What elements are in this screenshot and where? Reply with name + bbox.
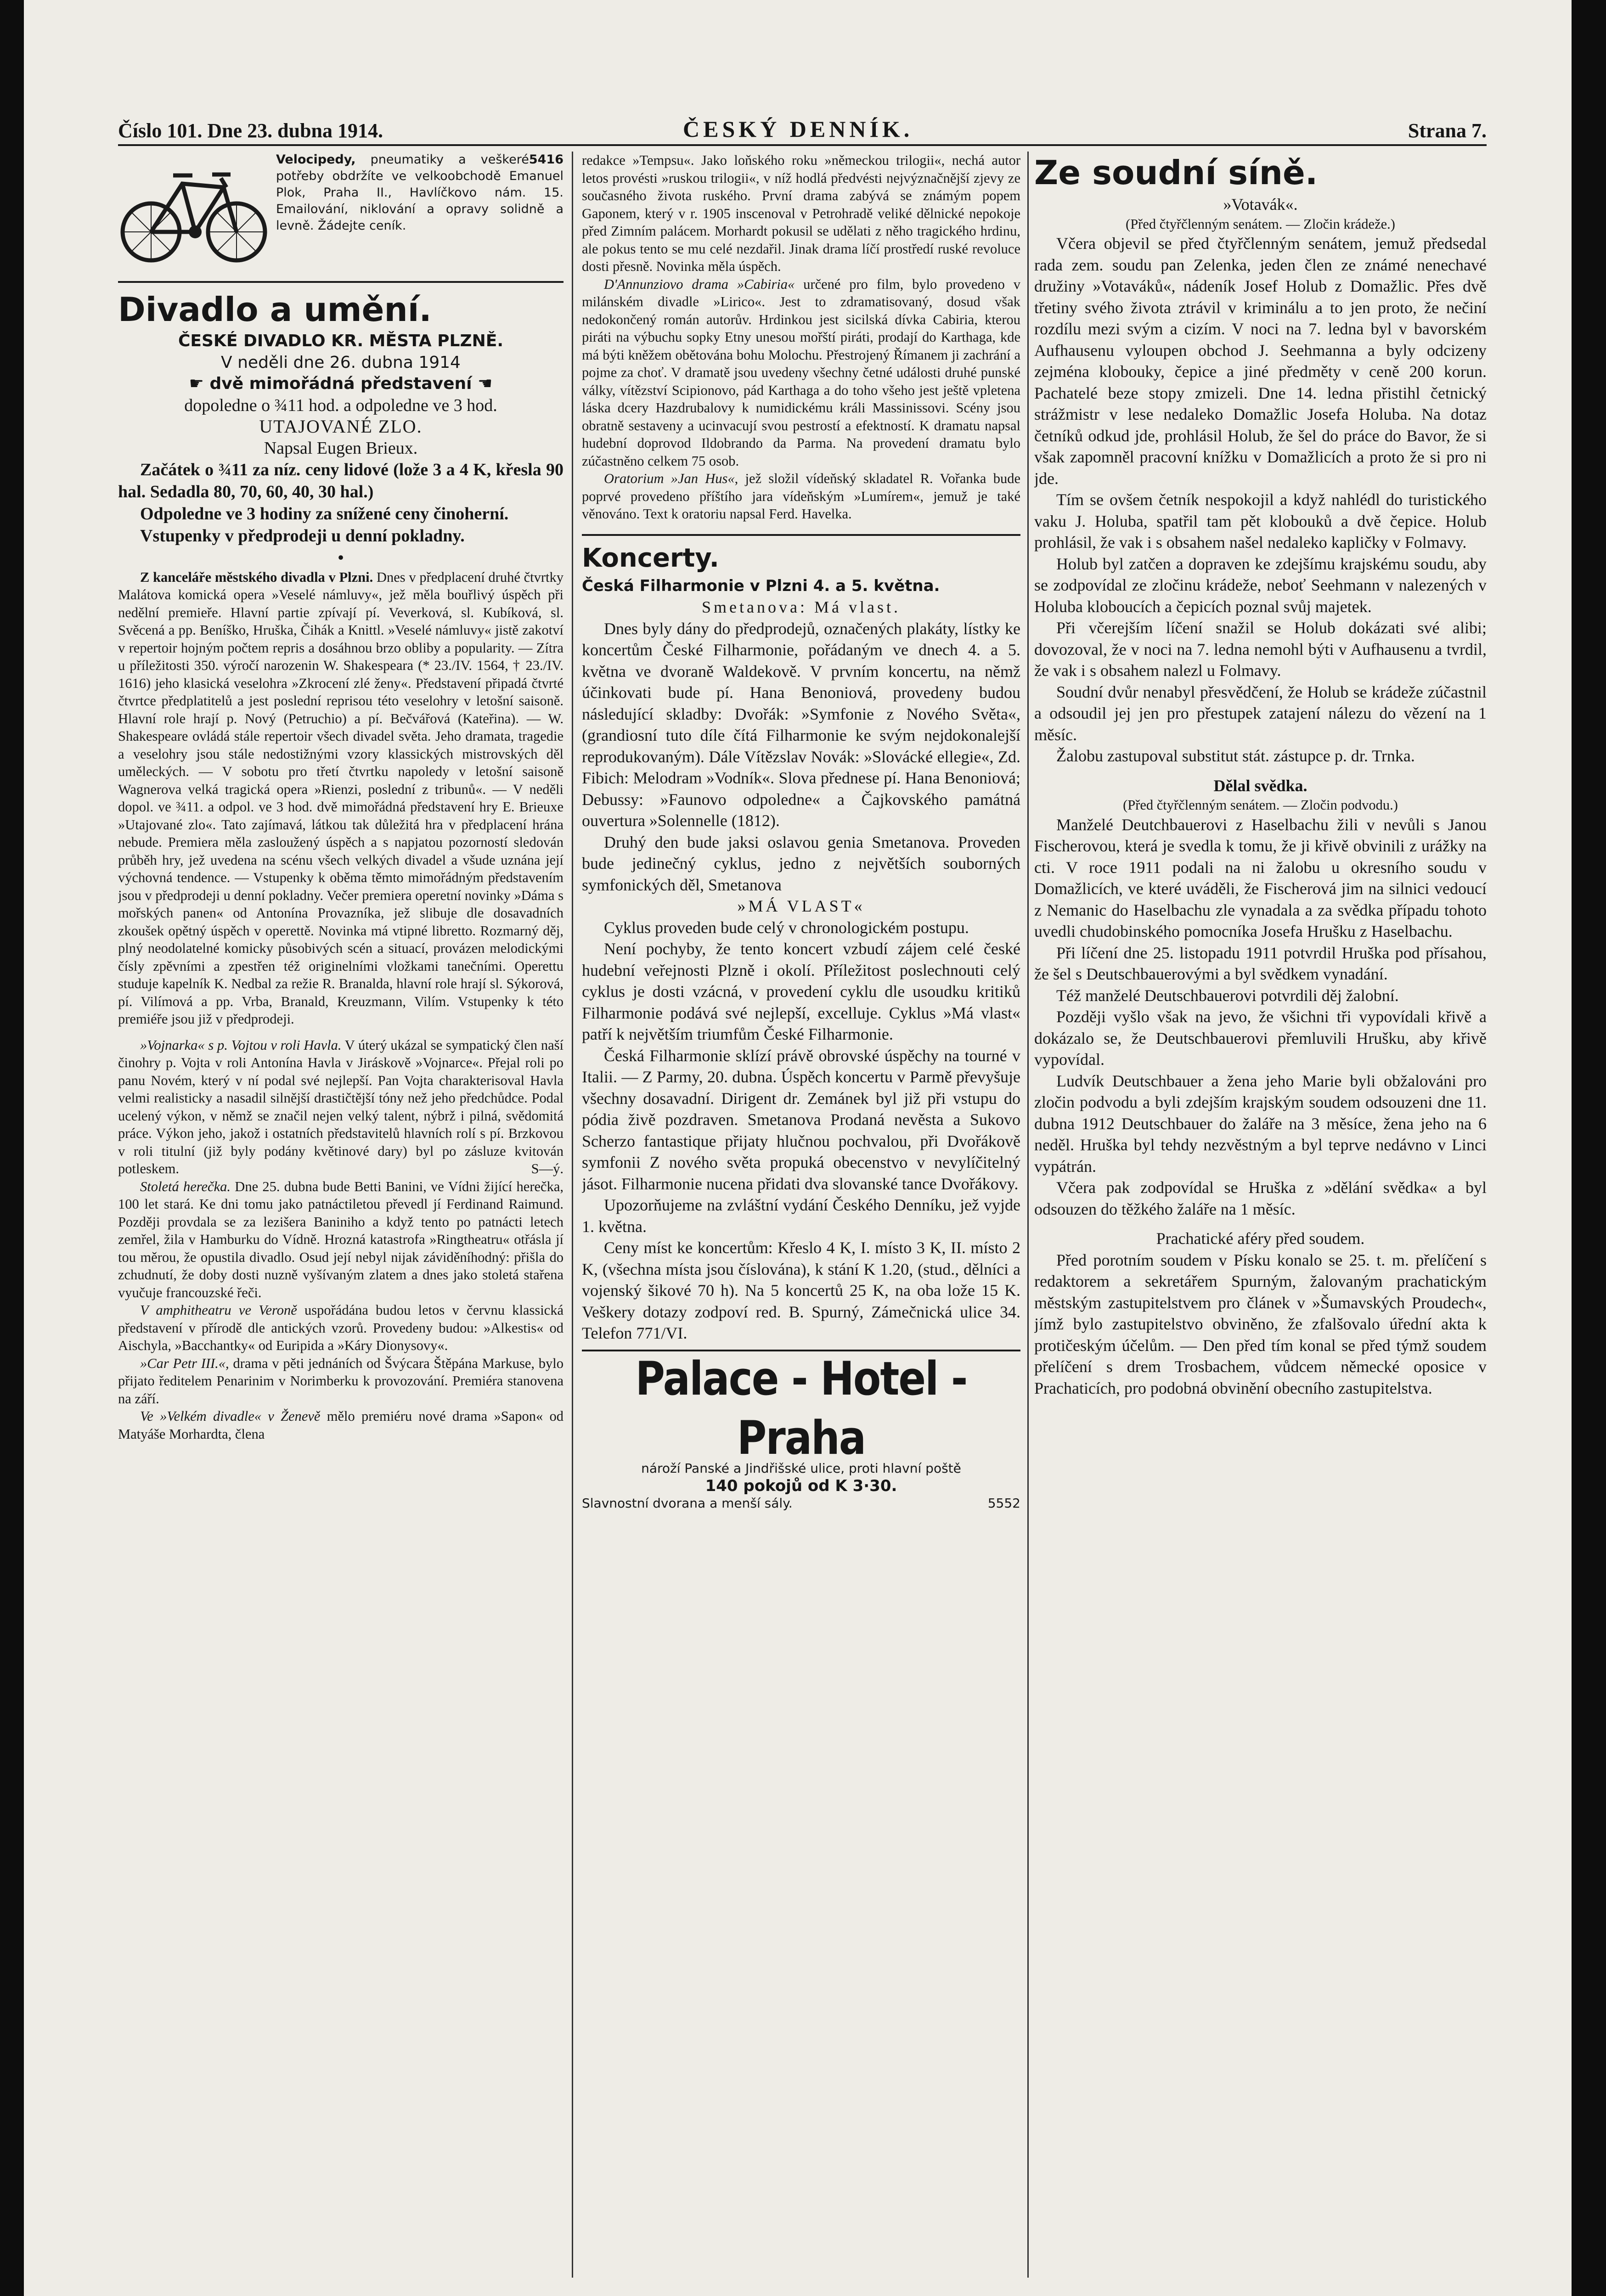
article-centenarian-actress [118, 1178, 564, 1302]
issue-date: Číslo 101. Dne 23. dubna 1914. [118, 119, 383, 142]
article-signature: S—ý. [531, 1161, 564, 1176]
article-body: drama v pěti jednáních od Švýcara Štěpána Markuse, bylo přijato ředitelem Penarinim v Norimberku k provozování. Premiéra stanovena na září. [118, 1355, 564, 1407]
concert-paragraph: Cyklus proveden bude celý v chronologickém postupu. [604, 918, 969, 937]
performance-date: V neděli dne 26. dubna 1914 [221, 353, 461, 372]
page-number: Strana 7. [1408, 119, 1487, 142]
article-body: Dne 25. dubna bude Betti Banini, ve Vídni žijící herečka, 100 let stará. Ke dni tomu jako patnáctiletou převedl jí Ferdinand Raimund. Později provdala se za lezišera Baniniho a když tento po patnácti letech zemřel, žila v Hamburku do Vídně. Hrozná katastrofa »Ringtheatru« otřásla jí tou měrou, že opustila divadlo. Osud její nebyl nijak záviděníhodný: přišla do zchudnutí, že doby dosti nuzně vyšívaným zlatem a dnes jako stoletá stařena vyučuje francouzské řeči. [118, 1178, 564, 1300]
ad-body: pneumatiky a veškeré potřeby obdržíte ve velkoobchodě Emanuel Plok, Praha II., Havlíčkovo nám. 15. Emailování, niklování a opravy solidně a levně. Žádejte ceník. [276, 152, 564, 233]
court-paragraph: Manželé Deutchbauerovi z Haselbachu žili v nevůli s Janou Fischerovou, která je svedla k tomu, že ji křivě obvinili z urážky na cti. V roce 1911 podali na ni žalobu u okresního soudu v Domažlicích, ve které uváděli, že Fischerová jim na silnici vedoucí z Nemanic do Haselbachu zle vynadala a za svědka případu tohoto uvedli chudobinského pomocníka Josefa Hrušku z Haselbachu. [1034, 815, 1487, 940]
concert-paragraph: Dnes byly dány do předprodejů, označených plakáty, lístky ke koncertům České Filharmonie, pořádaným ve dnech 4. a 5. května ve dvoraně Waldekově. V prvním koncertu, na němž účinkovati bude pí. Hana Benoniová, provedeny budou následující skladby: Dvořák: »Symfonie z Nového Světa«, (grandiosní tuto díle čítá Filharmonie ke svým nejdokonalejší reprodukovaným). Dále Vítězslav Novák: »Slovácké ellegie«, Zd. Fibich: Melodram »Vodník«. Slova přednese pí. Hana Benoniová; Debussy: »Faunovo odpoledne« a Čajkovského památná ouvertura »Solennelle (1812). [582, 619, 1020, 830]
concert-program-title: Smetanova: Má vlast. [702, 598, 901, 616]
performance-line-text: dvě mimořádná představení [209, 374, 472, 393]
article-body: mělo premiéru nové drama »Sapon« od Matyáše Morhardta, člena [118, 1408, 564, 1442]
tickets-info: Vstupenky v předprodeji u denní pokladny. [140, 526, 465, 546]
article-body: uspořádána budou letos v červnu klassická představení v přírodě dle antických vzorů. Provedeny budou: »Alkestis« od Aischyla, »Bacchantky« od Euripida a »Káry Dionysovy«. [118, 1302, 564, 1353]
article-lead: Oratorium »Jan Hus« [604, 471, 735, 486]
court-paragraph: Při včerejším líčení snažil se Holub dokázati své alibi; dovozoval, že v noci na 7. ledna nemohl býti v Aufhausenu a tvrdil, že vak i s obsahem nalezl u Folmavy. [1034, 619, 1487, 680]
divider [118, 281, 564, 283]
bullet: • [338, 548, 344, 567]
article-body: , jež složil vídeňský skladatel R. Vořanka bude poprvé provedeno příštího jara vídeňským »Lumírem«, jemuž je také věnováno. Text k oratoriu napsal Ferd. Havelka. [582, 471, 1020, 522]
court-paragraph: Před porotním soudem v Písku konalo se 25. t. m. přelíčení s redaktorem a sekretářem Spurným, žalovaným prachatickým městským zastupitelstvem pro článek v »Šumavských Proudech«, jímž bylo zastupitelstvo obviněno, že zfalšovalo úřední akta k protičeským účelům. — Den před tím konal se před týmž soudem přelíčení s drem Trosbachem, vůdcem německé oposice v Prachaticích, pro podobná obvinění obecního zastupitelstva. [1034, 1250, 1487, 1397]
page-header [118, 115, 1487, 146]
section-heading-court: Ze soudní síně. [1034, 153, 1318, 192]
ad-title: Velocipedy, [276, 152, 356, 167]
concert-paragraph: Není pochyby, že tento koncert vzbudí zájem celé české hudební veřejnosti Plzně i okolí. Příležitost poslechnouti celý cyklus je dosti vzácná, v provedení cyklu dle usoudku kritiků Filharmonie podává své nejlepší, excelluje. Cyklus »Má vlast« patří k největším triumfům České Filharmonie. [582, 940, 1020, 1043]
court-senate-note: (Před čtyřčlenným senátem. — Zločin podvodu.) [1123, 797, 1398, 813]
article-verona [118, 1301, 564, 1355]
article-lead: »Car Petr III.«, [140, 1355, 229, 1371]
article-continuation: redakce »Tempsu«. Jako loňského roku »německou trilogii«, nechá autor letos provésti »ruskou trilogii«, v níž hodlá předvésti nejvýznačnější zjevy ze současného života ruského. První drama zabývá se známým popem Gaponem, který v r. 1905 inscenoval v Petrohradě veliké dělnické nepokoje před Zimním palácem. Morhardt pokusil se udělati z něho tragického hrdinu, ale pokus tento se mu celé nezdařil. Jinak drama líčí prostředí ruské revoluce dosti přesně. Novinka měla úspěch. [582, 152, 1020, 274]
article-cabiria [582, 276, 1020, 470]
newspaper-title: ČESKÝ DENNÍK. [683, 116, 913, 142]
article-lead: Ve »Velkém divadle« v Ženevě [140, 1408, 321, 1424]
article-geneva [118, 1407, 564, 1443]
newspaper-page [24, 0, 1572, 2296]
concert-subheading: Česká Filharmonie v Plzni 4. a 5. května. [582, 576, 940, 595]
section-heading-concerts: Koncerty. [582, 543, 719, 573]
ad-number: 5416 [529, 152, 564, 167]
bicycle-ad-text [276, 152, 564, 276]
article-lead: Stoletá herečka. [140, 1178, 231, 1194]
article-body: Dnes v předplacení druhé čtvrtky Malátova komická opera »Veselé námluvy«, jež měla bouřlivý úspěch při nedělní premieře. Hlavní partie zpívají pí. Veverková, sl. Kubíková, sl. Svěcená a pp. Beníško, Hruška, Čihák a Knittl. »Veselé námluvy« jistě zakotví v repertoir hojným počtem repris a dosáhnou brzo obliby a popularity. — Zítra u příležitosti 350. výročí narozenin W. Shakespeara (* 23./IV. 1564, † 23./IV. 1616) jeho klasická veselohra »Zkrocení zlé ženy«. Představení připadá čtvrté čtvrtce předplatitelů a jest poslední reprisou této veselohry v letošní saisoně. Hlavní role hrají p. Nový (Petruchio) a pí. Bečvářová (Kateřina). — W. Shakespeare ovládá stále repertoir všech divadel světa. Jeho dramata, tragedie a veselohry jsou stále nedostižnými vzory klassických mistrovských děl uměleckých. — V sobotu pro třetí čtvrtku napoledy v letošní saisoně Wagnerova velká tragická opera »Rienzi, poslední z tribunů«. — V neděli dopol. ve ¾11. a odpol. ve 3 hod. dvě mimořádná představení hry E. Brieuxe »Utajované zlo«. Tato zajímavá, látkou tak důležitá hra v předplacení hrána nebude. Premiera měla zasloužený úspěch a s napjatou pozorností sledován průběh hry, jež uvedena na scénu všech velkých divadel a všude uznána její výchovná tendence. — Vstupenky k oběma těmto mimořádným představením jsou v předprodeji u denní pokladny. Večer premiera operetní novinky »Dáma s mořských panen« od Antonína Provazníka, jež slibuje dle dosavadních zkoušek opětný úspěch v operettě. Novinka má vtipné libretto. Rozmarný děj, plný neodolatelné komicky působivých scén a situací, provázen melodickými čísly zpěvními a zpestřen též originelními vložkami tanečními. Operettu studuje kapelník K. Nedbal za režie R. Branalda, hlavní role hrají sl. Sýkorová, pí. Vilímová a pp. Vrba, Branald, Kreuzmann, Vilím. Vstupenky k této premiéře jsou již v předprodeji. [118, 569, 564, 1027]
court-paragraph: Tím se ovšem četník nespokojil a když nahlédl do turistického vaku J. Holuba, spatřil tam pět klobouků a dvě čepice. Holub prohlásil, že vak i s obsahem našel nedaleko kapličky v Folmavy. [1034, 490, 1487, 551]
concert-prices: Ceny míst ke koncertům: Křeslo 4 K, I. místo 3 K, II. místo 2 K, (všechna místa jsou číslována), k stání K 1.20, (stud., dělníci a vojenský šikové 70 h). Na 5 koncertů 25 K, na oba lože 15 K. Veškery dotazy zodpoví red. B. Spurný, Zámečnická ulice 34. Telefon 771/VI. [582, 1238, 1020, 1342]
hotel-halls-text: Slavnostní dvorana a menší sály. [582, 1495, 793, 1511]
hotel-halls [582, 1495, 1020, 1512]
theatre-name: ČESKÉ DIVADLO KR. MĚSTA PLZNĚ. [178, 332, 503, 350]
column-1 [118, 152, 564, 2282]
concert-paragraph: Upozorňujeme na zvláštní vydání Českého Denníku, jež vyjde 1. května. [582, 1196, 1020, 1236]
court-paragraph: Při líčení dne 25. listopadu 1911 potvrdil Hruška pod přísahou, že šel s Deutschbauerovými a byl svědkem vynadání. [1034, 943, 1487, 983]
article-vojnarka [118, 1036, 564, 1178]
article-jan-hus [582, 470, 1020, 523]
court-subheading: »Votavák«. [1223, 195, 1298, 214]
start-info: Začátek o ¾11 za níz. ceny lidové (lože 3 a 4 K, křesla 90 hal. Sedadla 80, 70, 60, 40, 30 hal.) [118, 460, 564, 501]
court-paragraph: Též manželé Deutschbauerovi potvrdili děj žalobní. [1056, 986, 1399, 1005]
hotel-address: nároží Panské a Jindřišské ulice, proti hlavní poště [641, 1460, 961, 1476]
column-divider [1027, 152, 1029, 2278]
article-body: V úterý ukázal se sympatický člen naší činohry p. Vojta v roli Antonína Havla v Jiráskově »Vojnarce«. Přejal roli po panu Novém, který v ní podal své nejlepší. Pan Vojta charakterisoval Havla velmi realisticky a nasadil silnější drastičtější tóny než jeho předchůdce. Podal ucelený výkon, v němž se značil nejen velký talent, nýbrž i pilná, svědomitá práce. Výkon jeho, jakož i ostatních představitelů hlavních rolí s pí. Brzkovou v roli titulní (již byly podány květinové dary) byl po zásluze kvitován potleskem. [118, 1037, 564, 1176]
afternoon-info: Odpoledne ve 3 hodiny za snížené ceny činoherní. [140, 504, 509, 523]
hotel-rooms: 140 pokojů od K 3·30. [705, 1476, 897, 1495]
article-lead: »Vojnarka« s p. Vojtou v roli Havla. [140, 1037, 342, 1053]
court-subheading: Dělal svědka. [1213, 776, 1307, 795]
divider [582, 534, 1020, 536]
bicycle-icon [118, 152, 270, 276]
court-paragraph: Ludvík Deutschbauer a žena jeho Marie byli obžalováni pro zločin podvodu a byli zdejším krajským soudem odsouzeni dne 11. dubna 1912 Deutschbauer do žaláře na 3 měsíce, žena jeho na 6 neděl. Hruška byl tehdy nezvěstným a byl teprve nedávno v Linci vypátrán. [1034, 1071, 1487, 1176]
court-senate-note: (Před čtyřčlenným senátem. — Zločin krádeže.) [1126, 216, 1395, 232]
performance-times: dopoledne o ¾11 hod. a odpoledne ve 3 hod. [184, 395, 497, 415]
article-lead: V amphitheatru ve Veroně [140, 1302, 297, 1318]
column-divider [572, 152, 573, 2278]
court-paragraph: Včera pak zodpovídal se Hruška z »dělání svědka« a byl odsouzen do těžkého žaláře na 1 měsíc. [1034, 1178, 1487, 1218]
court-paragraph: Holub byl zatčen a dopraven ke zdejšímu krajskému soudu, aby se zodpovídal ze zločinu krádeže, neboť Seehmann v nalezených v Holuba kloboucích a čepicích poznal svůj majetek. [1034, 554, 1487, 616]
performance-line: ☛ dvě mimořádná představení ☚ [189, 374, 493, 393]
ma-vlast-title: »MÁ VLAST« [737, 897, 865, 915]
bicycle-ad [118, 152, 564, 276]
concert-paragraph: Česká Filharmonie sklízí právě obrovské úspěchy na tourné v Italii. — Z Parmy, 20. dubna. Úspěch koncertu v Parmě převyšuje všechny dosavadní. Dirigent dr. Zemánek byl již při vstupu do pódia živě pozdraven. Smetanova Prodaná nevěsta a Sukovo Scherzo fantastique přijaty hlučnou pochvalou, při Dvořákově symfonii Z nového světa propuká obecenstvo v nevylíčitelný jásot. Filharmonie nucena přidati dva slovanské tance Dvořákovy. [582, 1046, 1020, 1193]
column-3 [1034, 152, 1487, 2282]
court-paragraph: Soudní dvůr nenabyl přesvědčení, že Holub se krádeže zúčastnil a odsoudil jej jen pro přestupek zatajení nálezu do vězení na 1 měsíc. [1034, 682, 1487, 744]
court-subheading: Prachatické aféry před soudem. [1156, 1229, 1365, 1248]
article-lead: D'Annunziovo drama »Cabiria« [604, 276, 795, 292]
ad-number: 5552 [987, 1495, 1020, 1511]
play-title: UTAJOVANÉ ZLO. [259, 416, 423, 437]
play-author: Napsal Eugen Brieux. [264, 438, 418, 458]
court-paragraph: Včera objevil se před čtyřčlenným senátem, jemuž předsedal rada zem. soudu pan Zelenka, jeden člen ze známé nenechavé družiny »Votaváků«, nádeník Josef Holub z Domažlic. Přes dvě třetiny svého života ztrávil v kriminálu a to jen proto, že nečiní rozdílu mezi svým a cizím. V noci na 7. ledna byl v bavorském Aufhausenu vyloupen obchod J. Seehmanna a byly odcizeny zejména klobouky, čepice a jiné předměty v ceně 200 korun. Pachatelé beze stopy zmizeli. Dne 14. ledna přistihl četnický strážmistr v lese nedaleko Domažlic Josefa Holuba. Na dotaz četníků odkud jde, prohlásil Holub, že šel do práce do Bavor, že si však zapomněl pracovní knížku v Domažlicích a proto že si pro ni jde. [1034, 234, 1487, 488]
court-paragraph: Později vyšlo však na jevo, že všichni tři vypovídali křivě a dokázalo se, že Deutschbauerovi přemluvili Hrušku, aby křivě vypovídal. [1034, 1007, 1487, 1069]
column-2 [582, 152, 1020, 2282]
article-municipal-theatre [118, 568, 564, 1028]
concert-paragraph: Druhý den bude jaksi oslavou genia Smetanova. Proveden bude jedinečný cyklus, jedno z největších souborných symfonických děl, Smetanova [582, 833, 1020, 894]
article-car-petr [118, 1355, 564, 1408]
court-paragraph: Žalobu zastupoval substitut stát. zástupce p. dr. Trnka. [1056, 747, 1415, 765]
article-body: určené pro film, bylo provedeno v milánském divadle »Lirico«. Jest to zdramatisovaný, dosud však nedokončený román autorův. Hrdinkou jest sicilská dívka Cabiria, kterou piráti na výbuchu sopky Etny unesou mořští piráti, prodají do Karthaga, kde má býti kněžem obětována bohu Molochu. Přestrojený Římanem ji zachrání a pojme za choť. V dramatě jsou uvedeny všechny četné události druhé punské války, vítězství Scipionovo, pád Karthaga a do toho všeho jest ještě vpletena láska dcery Hazdrubalovy k numidickému králi Massinissovi. Scény jsou obratně sestaveny a ucinvacují svou pestrostí a efektností. K dramatu napsal hudební doprovod Ildobrando da Parma. Na provedení dramatu bylo zúčastněno celkem 75 osob. [582, 276, 1020, 469]
hotel-ad-title: Palace - Hotel - Praha [635, 1351, 967, 1465]
article-lead: Z kanceláře městského divadla v Plzni. [140, 569, 373, 585]
section-heading-theatre: Divadlo a umění. [118, 290, 432, 329]
